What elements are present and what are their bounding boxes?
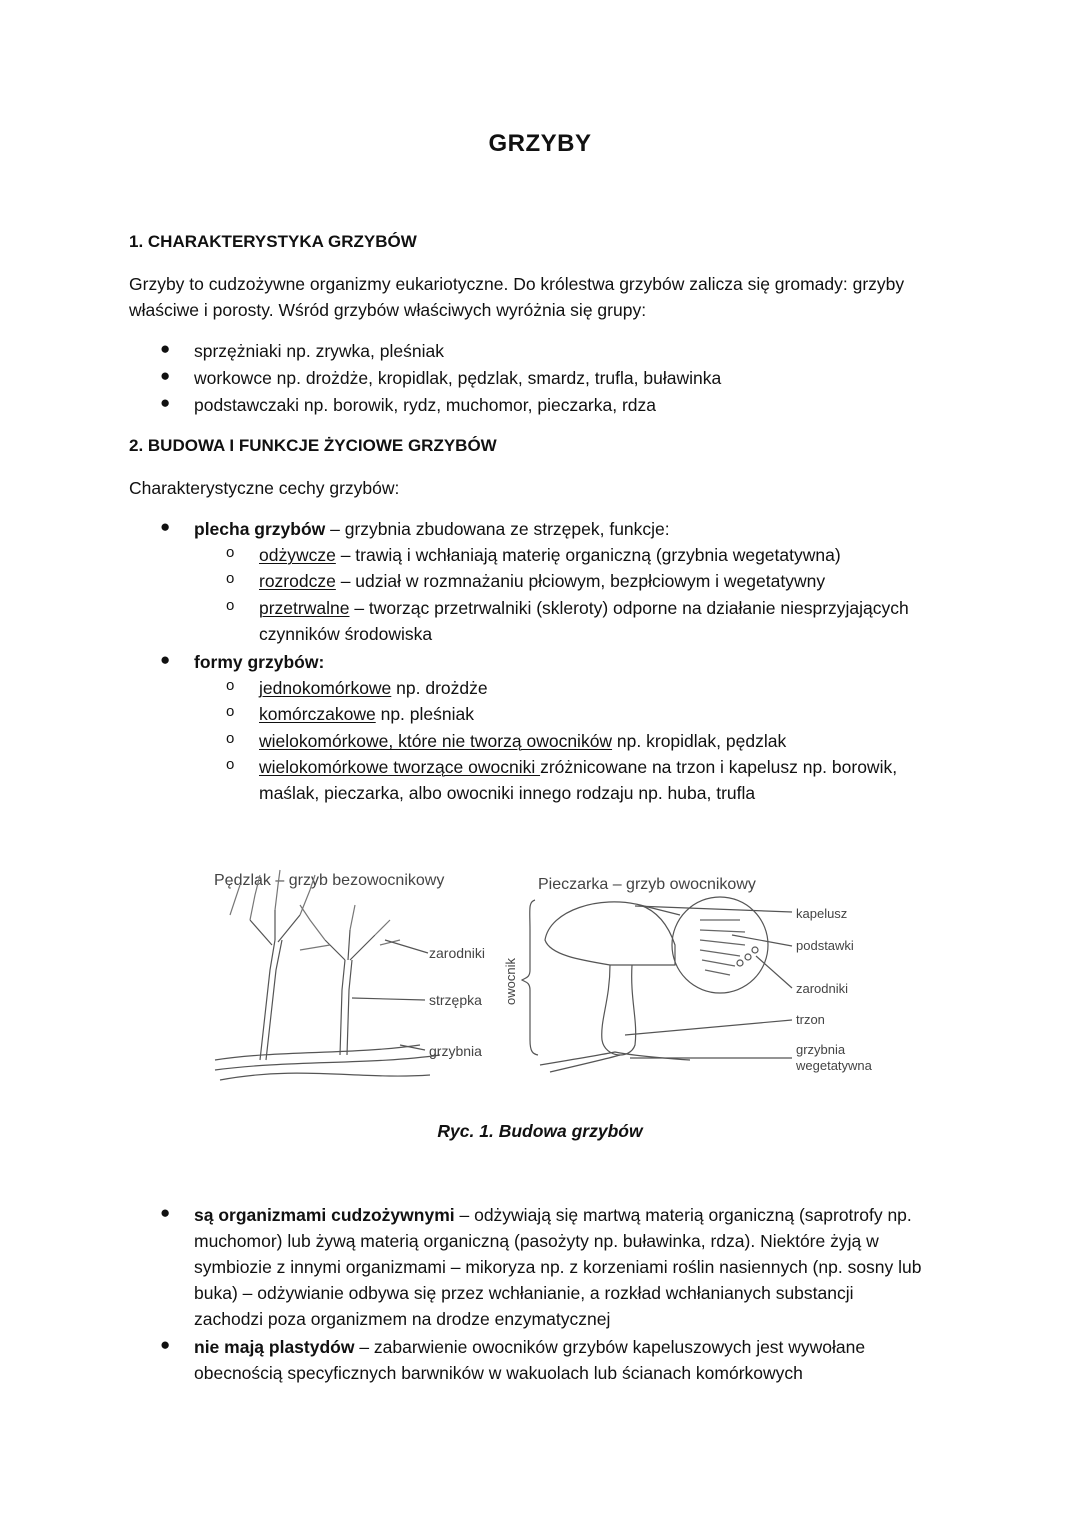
sub-item: odżywcze – trawią i wchłaniają materię organiczną (grzybnia wegetatywna) <box>259 545 841 565</box>
bullet-icon: ● <box>160 1335 171 1354</box>
section-2-heading: 2. BUDOWA I FUNKCJE ŻYCIOWE GRZYBÓW <box>129 436 497 455</box>
list-item: sprzężniaki np. zrywka, pleśniak <box>194 341 444 361</box>
bullet-icon: ● <box>160 650 171 669</box>
label-owocnik: owocnik <box>503 958 518 1005</box>
circle-bullet-icon: o <box>226 703 235 720</box>
section-1-heading: 1. CHARAKTERYSTYKA GRZYBÓW <box>129 232 417 251</box>
sub-item: jednokomórkowe np. drożdże <box>259 678 488 698</box>
page-title: GRZYBY <box>488 130 592 157</box>
term: plecha grzybów <box>194 519 326 539</box>
label-strzepka: strzępka <box>429 992 482 1008</box>
label-kapelusz: kapelusz <box>796 906 848 921</box>
label-grzybnia-left: grzybnia <box>429 1043 482 1059</box>
bullet-icon: ● <box>160 517 171 536</box>
circle-bullet-icon: o <box>226 544 235 561</box>
sub-item: przetrwalne – tworząc przetrwalniki (skleroty) odporne na działanie niesprzyjających czynników środowiska <box>259 598 909 644</box>
bullet-icon: ● <box>160 393 171 412</box>
circle-bullet-icon: o <box>226 570 235 587</box>
sub-item: wielokomórkowe, które nie tworzą owocników np. kropidlak, pędzlak <box>259 731 787 751</box>
bullet-icon: ● <box>160 366 171 385</box>
sub-item: rozrodcze – udział w rozmnażaniu płciowym, bezpłciowym i wegetatywny <box>259 571 826 591</box>
list-item: workowce np. drożdże, kropidlak, pędzlak, smardz, trufla, buławinka <box>194 368 722 388</box>
section-1-intro <box>129 271 959 323</box>
label-podstawki: podstawki <box>796 938 854 953</box>
figure-fungi-structure <box>200 860 900 1100</box>
circle-bullet-icon: o <box>226 677 235 694</box>
figure-right-title: Pieczarka – grzyb owocnikowy <box>538 876 756 893</box>
label-zarodniki-right: zarodniki <box>796 981 849 996</box>
list-item: podstawczaki np. borowik, rydz, muchomor, pieczarka, rdza <box>194 395 656 415</box>
label-trzon: trzon <box>796 1012 825 1027</box>
bullet-icon: ● <box>160 1203 171 1222</box>
fungi-illustration <box>200 860 900 1100</box>
list-item-plastydy: nie mają plastydów – zabarwienie owocników grzybów kapeluszowych jest wywołane obecnością specyficznych barwników w wakuolach lub ścianach komórkowych <box>194 1337 866 1383</box>
label-grzybnia-wegetatywna: grzybnia wegetatywna <box>796 1042 872 1073</box>
circle-bullet-icon: o <box>226 730 235 747</box>
bullet-icon: ● <box>160 339 171 358</box>
list-item-formy: formy grzybów: <box>194 652 325 672</box>
sub-item: komórczakowe np. pleśniak <box>259 704 474 724</box>
sub-item: wielokomórkowe tworzące owocniki zróżnicowane na trzon i kapelusz np. borowik, maślak, pieczarka, albo owocniki innego rodzaju np. huba, trufla <box>259 757 898 803</box>
figure-left-title: Pędzlak – grzyb bezowocnikowy <box>214 872 445 889</box>
label-zarodniki-left: zarodniki <box>429 945 486 961</box>
list-item-cudzozywne: są organizmami cudzożywnymi – odżywiają się martwą materią organiczną (saprotrofy np. muchomor) lub żywą materią organiczną (pasożyty np. buławinka, rdza). Niektóre żyją w symbiozie z innymi organizmami – mikoryza np. z korzeniami roślin nasiennych (np. sosny lub buka) – odżywianie odbywa się przez wchłanianie, a rozkład wchłanianych substancji zachodzi poza organizmem na drodze enzymatycznej <box>194 1205 922 1329</box>
intro-line-2: właściwe i porosty. Wśród grzybów właściwych wyróżnia się grupy: <box>129 300 647 320</box>
circle-bullet-icon: o <box>226 756 235 773</box>
intro-line-1: Grzyby to cudzożywne organizmy eukariotyczne. Do królestwa grzybów zalicza się gromady: grzyby <box>129 274 905 294</box>
list-item-plecha: plecha grzybów – grzybnia zbudowana ze strzępek, funkcje: <box>194 519 670 539</box>
circle-bullet-icon: o <box>226 597 235 614</box>
figure-caption: Ryc. 1. Budowa grzybów <box>437 1121 643 1141</box>
section-2-intro: Charakterystyczne cechy grzybów: <box>129 478 400 498</box>
